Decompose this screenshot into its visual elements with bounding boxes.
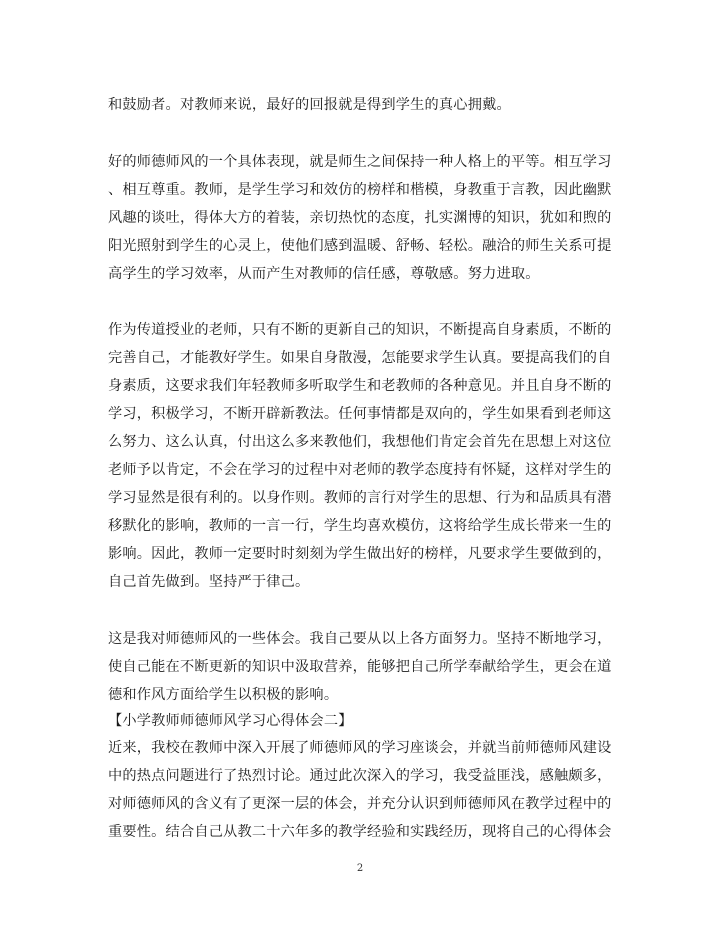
- text-line: 德和作风方面给学生以积极的影响。: [108, 687, 339, 703]
- text-line: 作为传道授业的老师，只有不断的更新自己的知识，不断提高自身素质，不断的: [108, 322, 612, 338]
- text-line: 使自己能在不断更新的知识中汲取营养，能够把自己所学奉献给学生，更会在道: [108, 659, 612, 675]
- text-line: 风趣的谈吐，得体大方的着装，亲切热忱的态度，扎实渊博的知识，犹如和煦的: [108, 210, 612, 226]
- section-heading: 【小学教师师德师风学习心得体会二】: [108, 713, 353, 729]
- text-line: 身素质，这要求我们年轻教师多听取学生和老教师的各种意见。并且自身不断的: [108, 378, 612, 394]
- text-line: 学习，积极学习，不断开辟新教法。任何事情都是双向的，学生如果看到老师这: [108, 406, 612, 422]
- text-line: 重要性。结合自己从教二十六年多的教学经验和实践经历，现将自己的心得体会: [108, 824, 612, 840]
- page-number: 2: [356, 863, 364, 874]
- text-line: 影响。因此，教师一定要时时刻刻为学生做出好的榜样，凡要求学生要做到的，: [108, 546, 612, 562]
- text-line: 高学生的学习效率，从而产生对教师的信任感，尊敬感。努力进取。: [108, 266, 540, 282]
- text-line: 、相互尊重。教师，是学生学习和效仿的榜样和楷模，身教重于言教，因此幽默: [108, 182, 612, 198]
- text-line: 和鼓励者。对教师来说，最好的回报就是得到学生的真心拥戴。: [108, 97, 511, 113]
- text-line: 学习显然是很有利的。以身作则。教师的言行对学生的思想、行为和品质具有潜: [108, 490, 612, 506]
- text-line: 完善自己，才能教好学生。如果自身散漫，怎能要求学生认真。要提高我们的自: [108, 350, 612, 366]
- text-line: 自己首先做到。坚持严于律己。: [108, 574, 310, 590]
- text-line: 好的师德师风的一个具体表现，就是师生之间保持一种人格上的平等。相互学习: [108, 154, 612, 170]
- text-line: 对师德师风的含义有了更深一层的体会，并充分认识到师德师风在教学过程中的: [108, 796, 612, 812]
- text-line: 这是我对师德师风的一些体会。我自己要从以上各方面努力。坚持不断地学习，: [108, 631, 612, 647]
- text-line: 移默化的影响，教师的一言一行，学生均喜欢模仿，这将给学生成长带来一生的: [108, 518, 612, 534]
- text-line: 中的热点问题进行了热烈讨论。通过此次深入的学习，我受益匪浅，感触颇多，: [108, 768, 612, 784]
- text-line: 老师予以肯定，不会在学习的过程中对老师的教学态度持有怀疑，这样对学生的: [108, 462, 612, 478]
- text-line: 近来，我校在教师中深入开展了师德师风的学习座谈会，并就当前师德师风建设: [108, 740, 612, 756]
- text-line: 阳光照射到学生的心灵上，使他们感到温暖、舒畅、轻松。融洽的师生关系可提: [108, 238, 612, 254]
- text-line: 么努力、这么认真，付出这么多来教他们，我想他们肯定会首先在思想上对这位: [108, 434, 612, 450]
